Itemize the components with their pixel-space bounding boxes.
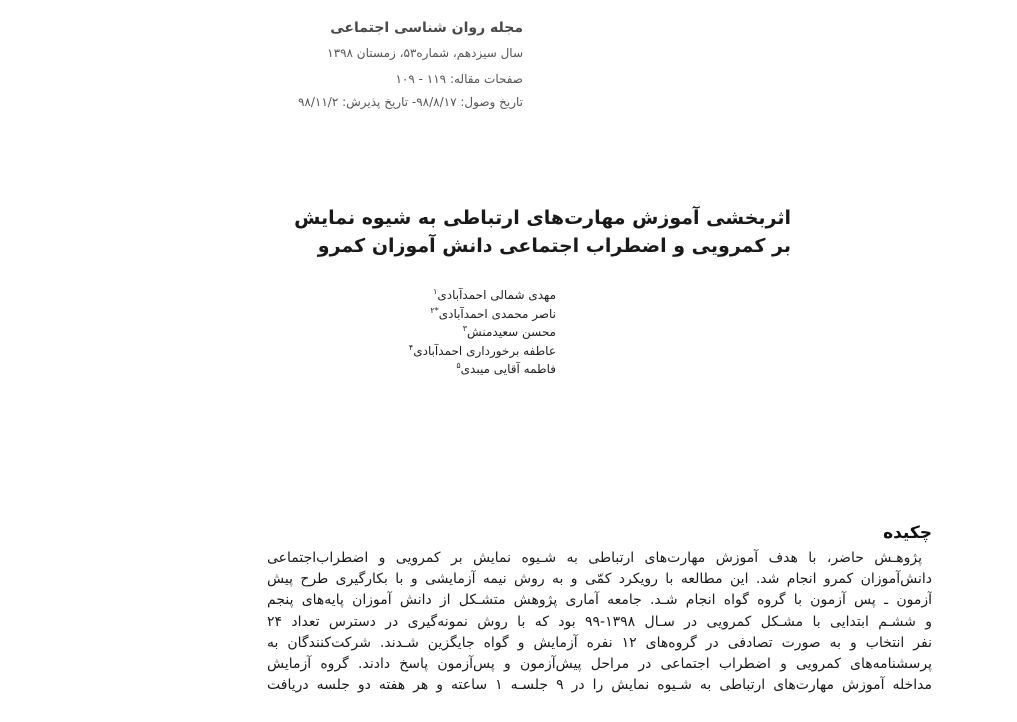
author-name: مهدی شمالی احمدآبادی (437, 288, 556, 302)
abstract-line: مداخله آموزش مهارت‌های ارتباطی به شـیوه نمایش را در ۹ جلسـه ۱ ساعته و هر هفته دو جلسه دریافت (267, 677, 932, 694)
author-name: محسن سعیدمنش (467, 325, 556, 339)
article-title-line-2: بر کمرویی و اضطراب اجتماعی دانش آموزان کمرو (317, 235, 791, 257)
author-affiliation-mark: *۲ (430, 306, 439, 315)
abstract-line: دانش‌آموزان کمرو انجام شد. این مطالعه با رویکرد کمّی و به روش نیمه آزمایشی و با بکارگیری طرح پیش (267, 571, 932, 588)
author-affiliation-mark: ۴ (408, 343, 414, 352)
submission-dates: تاریخ وصول: ۹۸/۸/۱۷- تاریخ پذیرش: ۹۸/۱۱/۲ (297, 95, 523, 109)
author-name: عاطفه برخورداری احمدآبادی (413, 344, 556, 358)
abstract-body (267, 548, 932, 696)
author-1 (256, 287, 556, 302)
journal-name: مجله روان شناسی اجتماعی (330, 20, 523, 36)
abstract-line: نفر انتخاب و به صورت تصادفی در گروه‌های ۱۲ نفره آزمایش و گواه جایگزین شـدند. شرکت‌کنندگان به (267, 634, 932, 651)
author-3 (256, 324, 556, 339)
author-affiliation-mark: ۵ (456, 361, 461, 370)
abstract-line: آزمون ـ پس آزمون با گروه گواه انجام شـد. جامعه آماری پژوهش متشـکل از دانش آموزان پایه‌های پنجم (267, 592, 932, 609)
page-range: صفحات مقاله: ۱۱۹ - ۱۰۹ (395, 72, 523, 86)
abstract-line: و ششـم ابتدایی با مشـکل کمرویی در سـال ۱۳۹۸-۹۹ بود که با روش نمونه‌گیری در دسترس تعداد ۲۴ (267, 613, 932, 630)
author-affiliation-mark: ۳ (462, 324, 468, 333)
author-2 (256, 306, 556, 321)
abstract-line: پرسشنامه‌های کمرویی و اضطراب اجتماعی در مراحل پیش‌آزمون و پس‌آزمون پاسخ دادند. گروه آزمایش (267, 656, 932, 673)
author-name: ناصر محمدی احمدآبادی (438, 307, 556, 321)
author-affiliation-mark: ۱ (433, 287, 438, 296)
author-4 (256, 343, 556, 358)
author-5 (256, 361, 556, 376)
volume-issue: سال سیزدهم، شماره۵۳، زمستان ۱۳۹۸ (327, 46, 523, 60)
abstract-heading: چکیده (883, 523, 932, 543)
article-title-line-1: اثربخشی آموزش مهارت‌های ارتباطی به شیوه نمایش (294, 207, 791, 229)
author-name: فاطمه آقایی میبدی (460, 362, 556, 376)
abstract-line: پژوهـش حاضر، با هدف آموزش مهارت‌های ارتباطی به شـیوه نمایش بر کمرویی و اضطراب‌اجتماعی (267, 550, 922, 566)
